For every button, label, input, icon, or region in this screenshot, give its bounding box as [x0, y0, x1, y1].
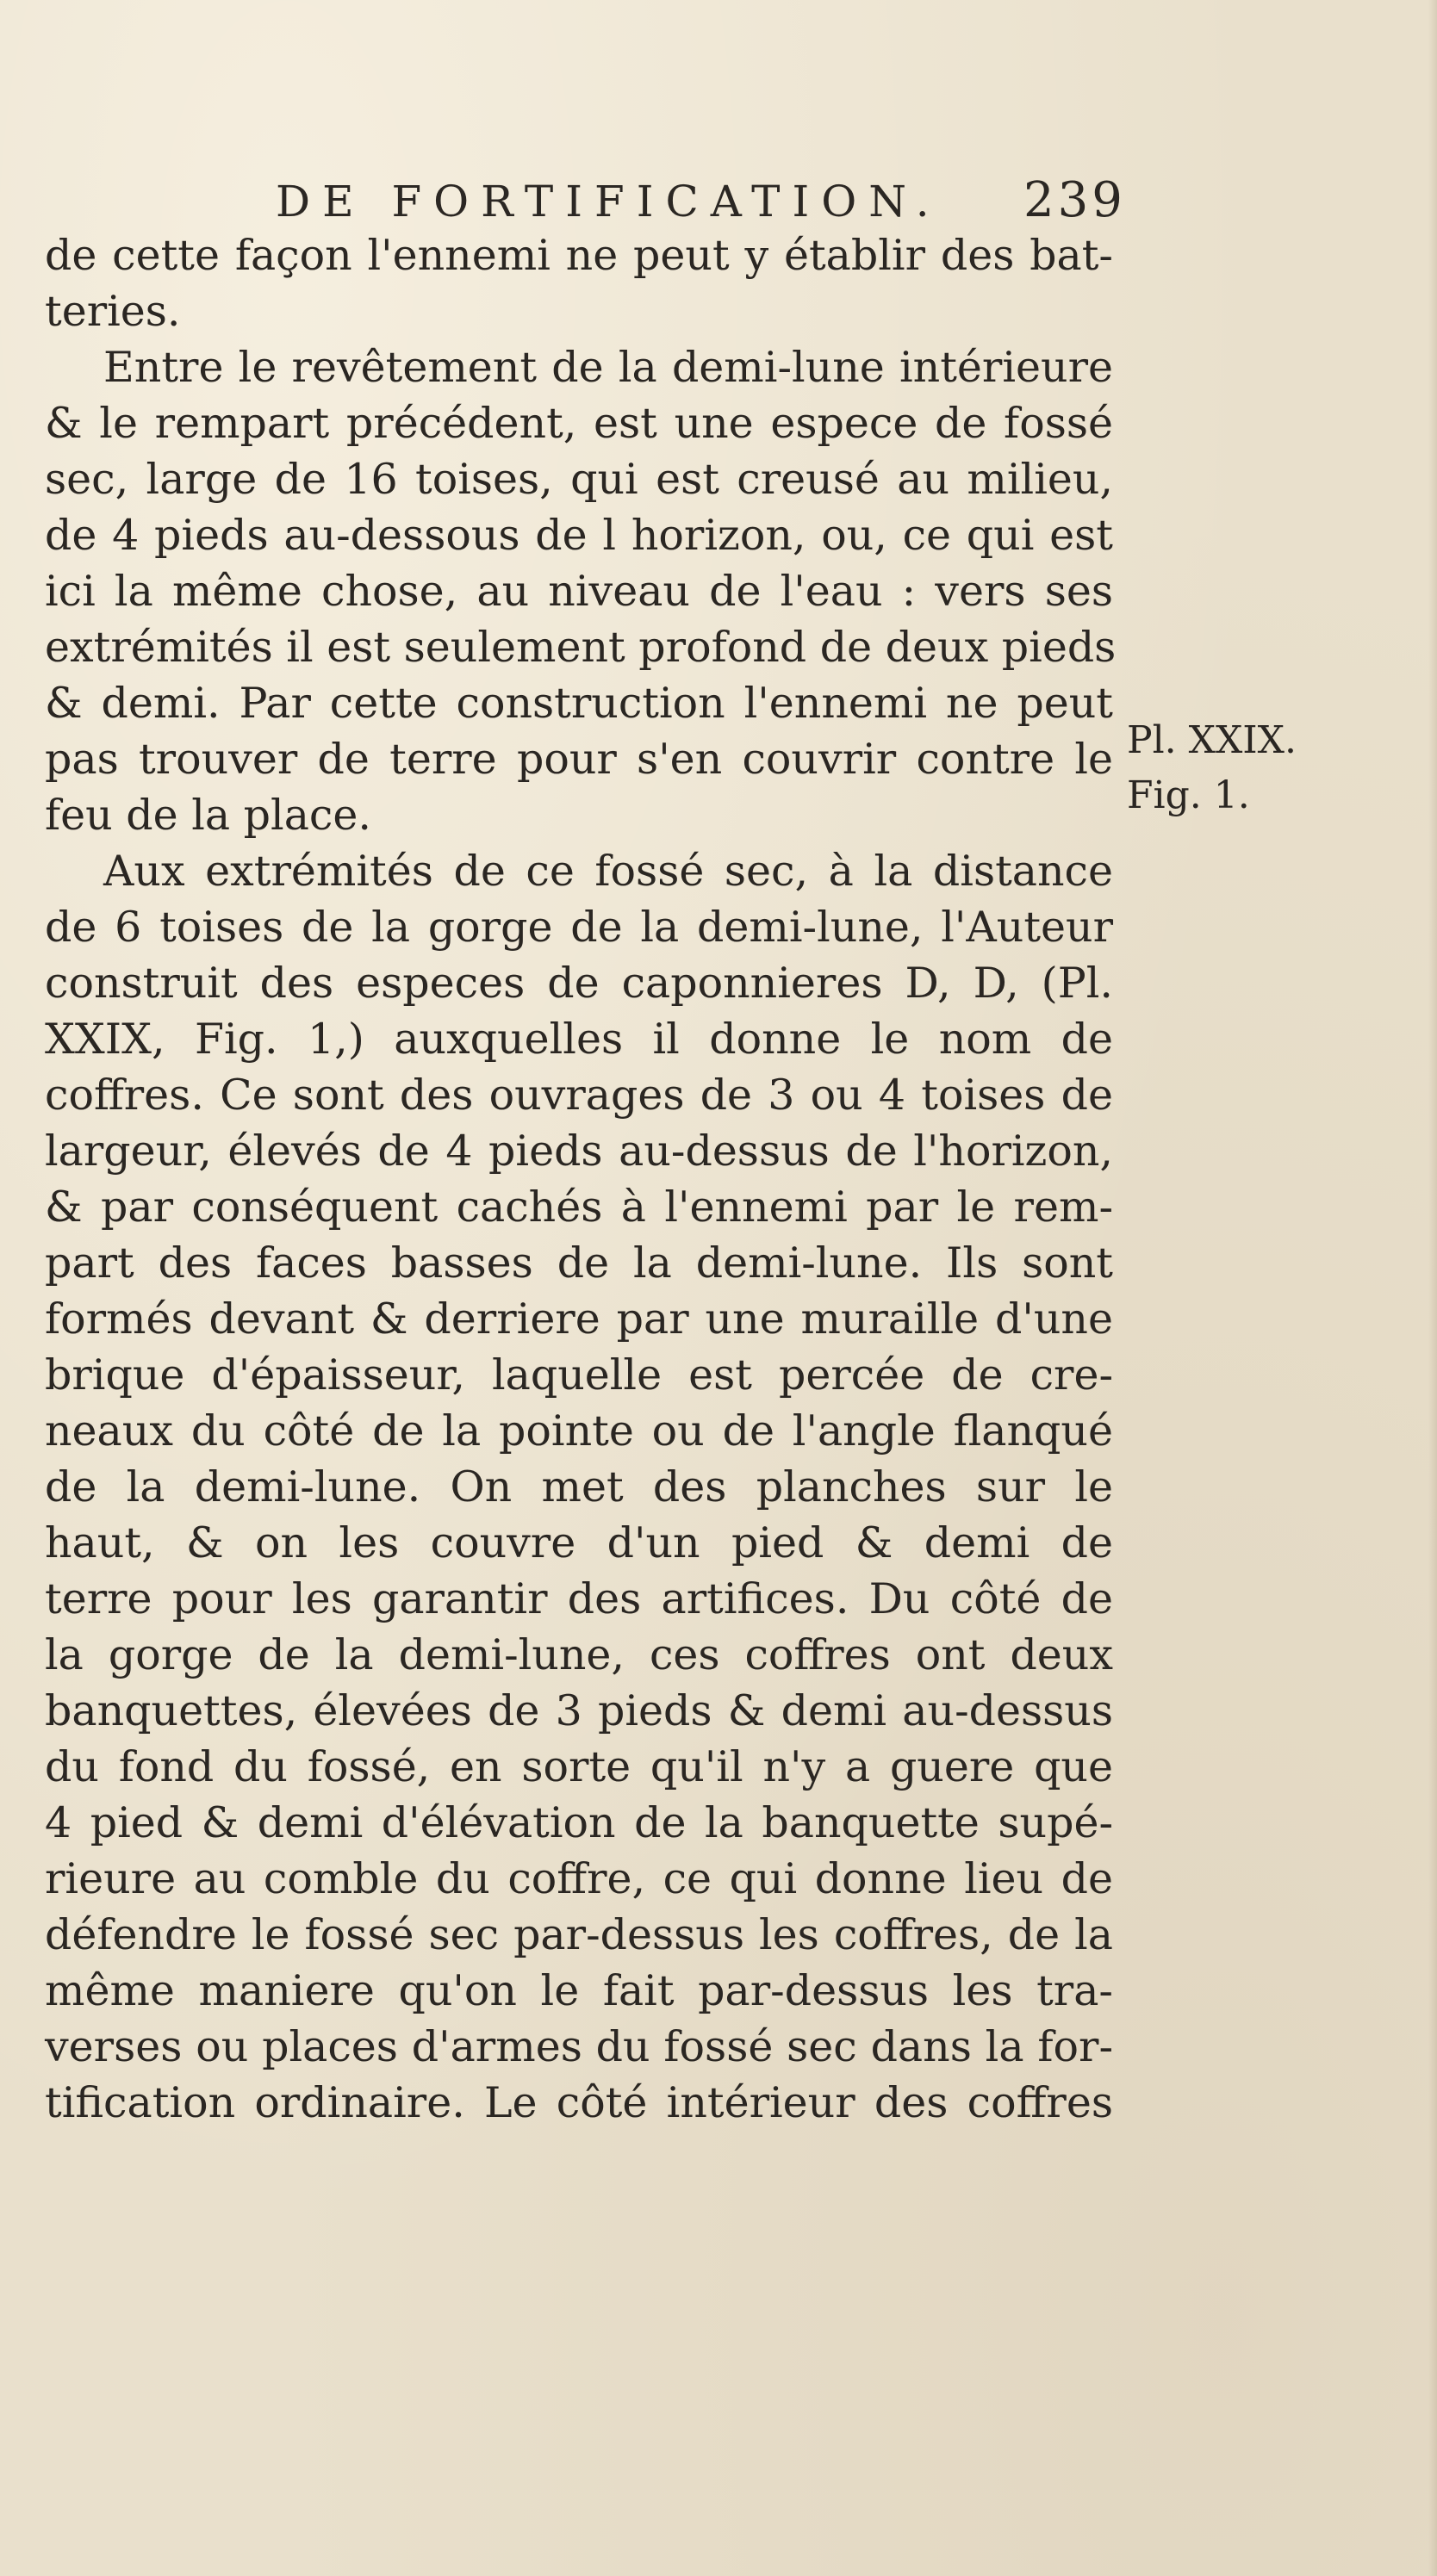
text-line: extrémités il est seulement profond de deux pieds	[45, 623, 1117, 672]
text-line: banquettes, élevées de 3 pieds & demi au-dessus	[45, 1686, 1113, 1735]
text-line: même maniere qu'on le fait par-dessus les tra-	[45, 1966, 1113, 2015]
text-line: XXIX, Fig. 1,) auxquelles il donne le nom de	[45, 1015, 1113, 1064]
text-line: part des faces basses de la demi-lune. Ils sont	[45, 1238, 1113, 1288]
text-line: de la demi-lune. On met des planches sur le	[45, 1462, 1113, 1511]
text-line: haut, & on les couvre d'un pied & demi de	[45, 1518, 1113, 1567]
text-line: largeur, élevés de 4 pieds au-dessus de l'horizon,	[45, 1127, 1113, 1176]
text-line: Entre le revêtement de la demi-lune intérieure	[103, 343, 1113, 392]
text-line: teries.	[45, 287, 181, 336]
text-line: ici la même chose, au niveau de l'eau : vers ses	[45, 567, 1113, 616]
text-line: construit des especes de caponnieres D, D, (Pl.	[45, 959, 1113, 1008]
text-line: du fond du fossé, en sorte qu'il n'y a guere que	[45, 1742, 1113, 1791]
text-line: neaux du côté de la pointe ou de l'angle flanqué	[45, 1406, 1113, 1456]
text-line: défendre le fossé sec par-dessus les coffres, de la	[45, 1910, 1113, 1959]
text-line: de 4 pieds au-dessous de l horizon, ou, ce qui est	[45, 511, 1113, 560]
margin-note-plate: Pl. XXIX.	[1127, 718, 1297, 762]
text-line: sec, large de 16 toises, qui est creusé au milieu,	[45, 455, 1113, 504]
text-line: tification ordinaire. Le côté intérieur des coffres	[45, 2078, 1113, 2127]
text-line: & demi. Par cette construction l'ennemi ne peut	[45, 679, 1113, 728]
text-line: feu de la place.	[45, 791, 371, 840]
text-line: & le rempart précédent, est une espece de fossé	[45, 399, 1113, 448]
text-line: la gorge de la demi-lune, ces coffres ont deux	[45, 1630, 1113, 1679]
text-line: 4 pied & demi d'élévation de la banquette supé-	[45, 1798, 1113, 1847]
text-line: formés devant & derriere par une muraille d'une	[45, 1294, 1113, 1344]
text-line: pas trouver de terre pour s'en couvrir contre le	[45, 735, 1113, 784]
text-line: de cette façon l'ennemi ne peut y établir des bat-	[45, 231, 1113, 280]
text-line: coffres. Ce sont des ouvrages de 3 ou 4 toises de	[45, 1071, 1113, 1120]
text-line: verses ou places d'armes du fossé sec dans la for-	[45, 2022, 1113, 2071]
margin-note-figure: Fig. 1.	[1127, 773, 1250, 817]
text-line: de 6 toises de la gorge de la demi-lune, l'Auteur	[45, 903, 1113, 952]
text-line: terre pour les garantir des artifices. Du côté de	[45, 1574, 1113, 1623]
text-line: brique d'épaisseur, laquelle est percée de cre-	[45, 1350, 1113, 1400]
page-number: 239	[1023, 172, 1126, 228]
text-line: Aux extrémités de ce fossé sec, à la distance	[103, 847, 1113, 896]
text-line: & par conséquent cachés à l'ennemi par le rem-	[45, 1182, 1113, 1232]
text-line: rieure au comble du coffre, ce qui donne lieu de	[45, 1854, 1113, 1903]
page-edge-shadow	[1428, 0, 1437, 2576]
running-head: DE FORTIFICATION.	[276, 177, 942, 227]
